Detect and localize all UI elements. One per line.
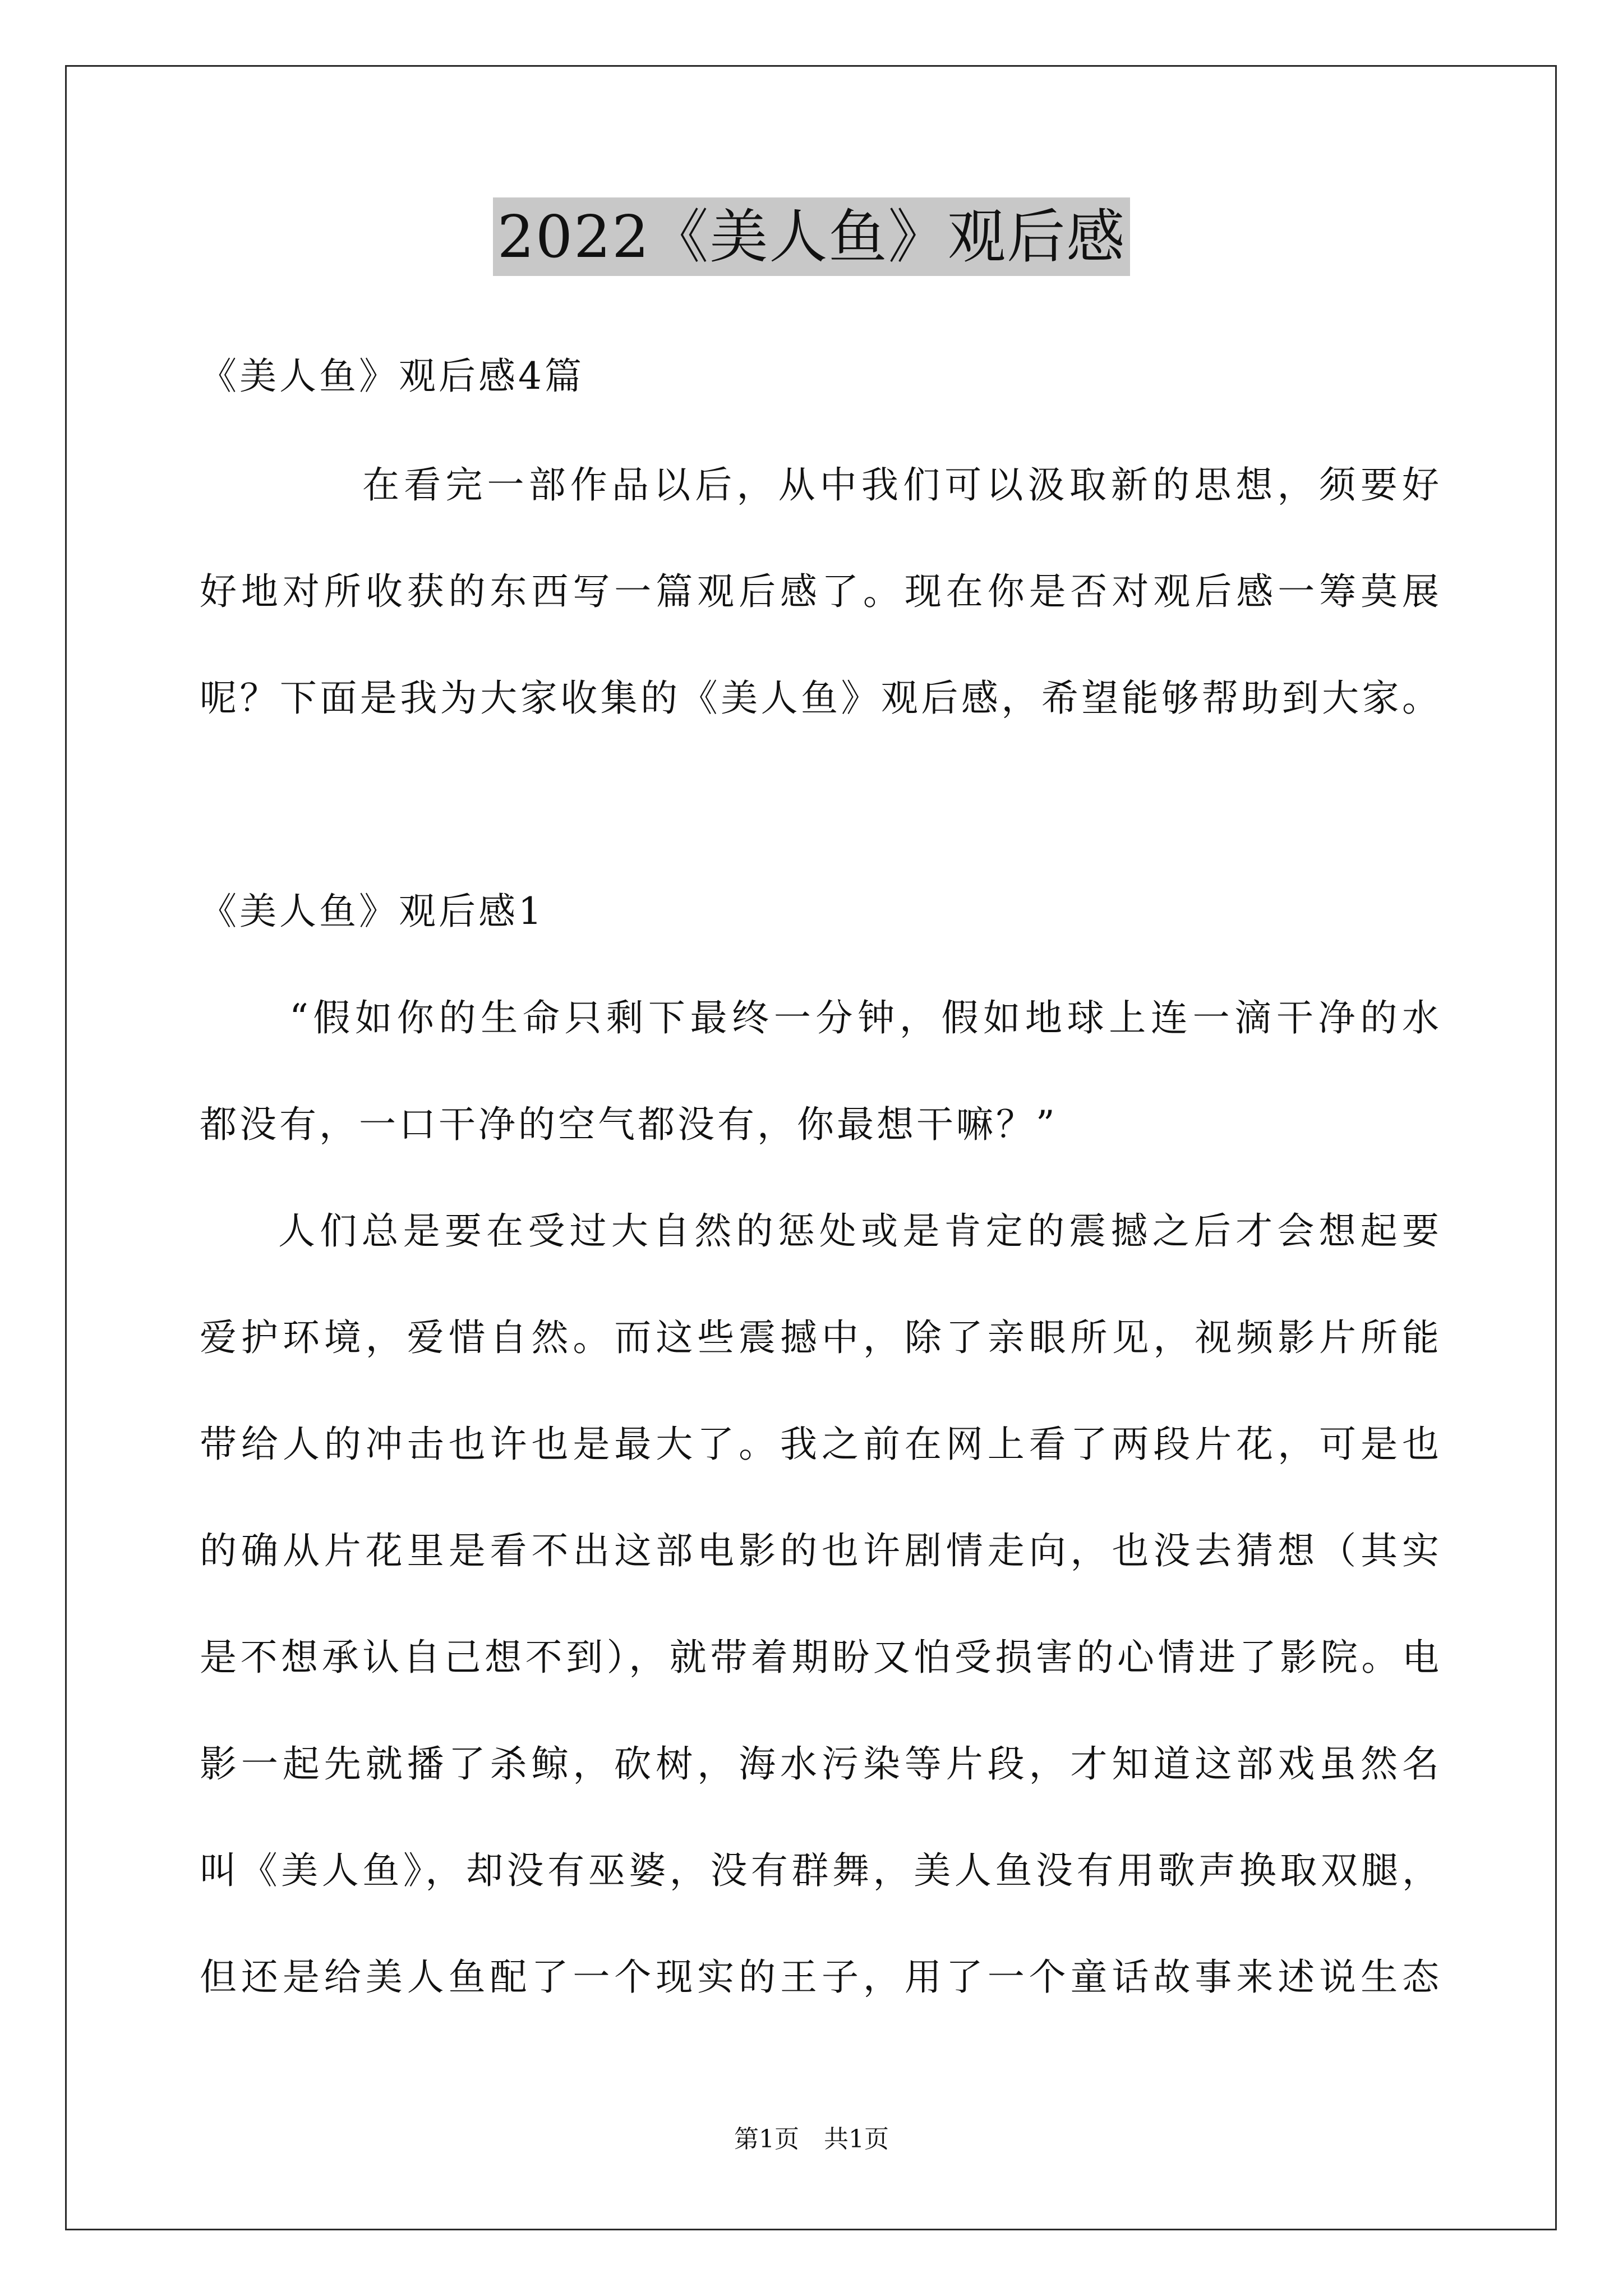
- page-footer: 第1页 共1页: [734, 2125, 889, 2154]
- intro-line: 好地对所收获的东西写一篇观后感了。现在你是否对观后感一筹莫展: [200, 570, 1439, 613]
- paragraph-line: 带给人的冲击也许也是最大了。我之前在网上看了两段片花，可是也: [200, 1423, 1439, 1466]
- intro-line: 呢？下面是我为大家收集的《美人鱼》观后感，希望能够帮助到大家。: [200, 677, 1439, 720]
- title-container: [0, 197, 1623, 276]
- paragraph-line: 叫《美人鱼》，却没有巫婆，没有群舞，美人鱼没有用歌声换取双腿，: [200, 1849, 1439, 1892]
- section-heading: 《美人鱼》观后感1: [200, 890, 545, 933]
- paragraph-line: 影一起先就播了杀鲸，砍树，海水污染等片段，才知道这部戏虽然名: [200, 1742, 1439, 1786]
- paragraph-line: 爱护环境，爱惜自然。而这些震撼中，除了亲眼所见，视频影片所能: [200, 1316, 1439, 1359]
- paragraph-line: 但还是给美人鱼配了一个现实的王子，用了一个童话故事来述说生态: [200, 1955, 1439, 1999]
- paragraph-line: 人们总是要在受过大自然的惩处或是肯定的震撼之后才会想起要: [278, 1209, 1439, 1253]
- quote-line: 都没有，一口干净的空气都没有，你最想干嘛？”: [200, 1103, 1058, 1146]
- document-title: 2022《美人鱼》观后感: [493, 197, 1131, 276]
- paragraph-line: 是不想承认自己想不到），就带着期盼又怕受损害的心情进了影院。电: [200, 1636, 1439, 1679]
- document-subtitle: 《美人鱼》观后感4篇: [200, 355, 584, 398]
- paragraph-line: 的确从片花里是看不出这部电影的也许剧情走向，也没去猜想（其实: [200, 1529, 1439, 1572]
- intro-line: 在看完一部作品以后，从中我们可以汲取新的思想，须要好: [362, 463, 1439, 507]
- quote-line: “假如你的生命只剩下最终一分钟，假如地球上连一滴干净的水: [289, 996, 1439, 1039]
